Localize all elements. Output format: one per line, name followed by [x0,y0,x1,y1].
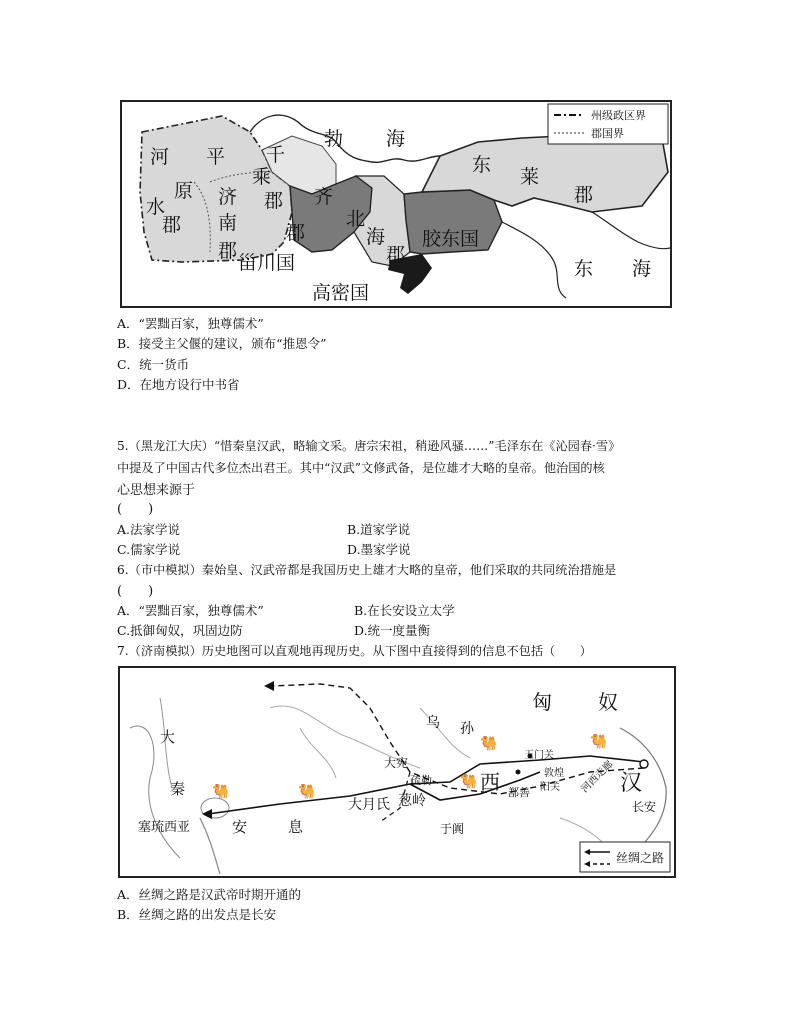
label-he: 河 [150,146,170,168]
q6-option-b: B.在长安设立太学 [354,603,455,618]
label-jun-b: 郡 [218,240,238,262]
label-jun-d: 郡 [286,222,306,244]
label-dawan: 大宛 [384,756,409,770]
q4-option-b: B．接受主父偃的建议，颁布“推恩令” [117,336,327,351]
label-ji: 济 [218,186,238,208]
silk-road-legend: 丝绸之路 [616,851,665,865]
q6-option-c: C.抵御匈奴，巩固边防 [117,623,243,638]
label-hai-b: 海 [366,226,386,248]
label-yang: 阳关 [540,782,560,793]
q5-option-d: D.墨家学说 [347,542,411,557]
label-donghai-2: 海 [632,258,652,280]
q5-line-1: 5.（黑龙江大庆）“惜秦皇汉武，略输文采。唐宗宋祖，稍逊风骚……”毛泽东在《沁园春·雪》 [117,439,621,453]
label-cheng: 乘 [252,166,272,188]
label-hexi: 河西走廊 [579,758,616,795]
label-da: 大 [160,728,176,746]
q7-option-b: B．丝绸之路的出发点是长安 [117,907,277,922]
label-zichuan: 甾川国 [238,252,296,274]
label-xi-region: 西 [480,770,500,794]
q5-option-c: C.儒家学说 [117,542,181,557]
label-congling: 葱岭 [398,793,426,809]
label-qin: 秦 [170,780,186,798]
label-yutian: 于阗 [440,822,465,836]
commandery-map [120,100,672,308]
label-dong: 东 [472,154,492,176]
label-bei: 北 [346,208,366,230]
label-dayuanshi: 大月氏 [348,797,390,813]
q7-option-a: A．丝绸之路是汉武帝时期开通的 [117,887,302,902]
label-gaomi: 高密国 [312,282,370,304]
q6-paren: ( ) [117,584,154,599]
label-sun: 孙 [460,721,474,737]
label-jiaodong: 胶东国 [422,228,480,250]
label-jun-f: 郡 [574,184,594,206]
svg-text:🐫: 🐫 [212,784,230,800]
svg-text:🐫: 🐫 [590,734,608,750]
q5-line-2: 中提及了中国古代多位杰出君王。其中“汉武”文修武备，是位雄才大略的皇帝。他治国的核 [117,461,605,475]
legend-state-boundary: 州级政区界 [591,109,646,122]
label-nan: 南 [218,212,238,234]
label-xiongnu-1: 匈 [532,690,552,714]
q6-line-1: 6.（市中模拟）秦始皇、汉武帝都是我国历史上雄才大略的皇帝，他们采取的共同统治措施是 [117,563,617,577]
svg-text:🐫: 🐫 [460,774,478,790]
q4-option-a: A．“罢黜百家，独尊儒术” [117,316,264,331]
q4-option-d: D．在地方设行中书省 [117,377,240,392]
q5-option-a: A.法家学说 [117,522,181,537]
label-dunhuang: 敦煌 [544,768,564,779]
label-lai: 莱 [520,166,540,188]
label-jun-a: 郡 [162,214,182,236]
label-han: 汉 [620,771,643,796]
label-hai-a: 海 [386,128,406,150]
label-shanshan: 鄯善 [508,786,530,799]
silk-road-map [118,666,676,878]
label-ping: 平 [206,146,226,168]
label-jun-e: 郡 [386,244,406,266]
q6-option-a: A．“罢黜百家，独尊儒术” [117,603,264,618]
q5-line-3: 心思想来源于 [117,483,196,498]
label-shui: 水 [146,196,166,218]
label-shule: 疏勒 [410,774,432,787]
label-yumen: 玉门关 [524,750,554,761]
label-xi: 息 [288,818,304,836]
label-yuan: 原 [174,180,194,202]
label-an: 安 [232,818,248,836]
label-changan: 长安 [632,800,657,814]
q7-line-1: 7.（济南模拟）历史地图可以直观地再现历史。从下图中直接得到的信息不包括（ ） [117,644,592,658]
q6-option-d: D.统一度量衡 [354,623,431,638]
q4-option-c: C．统一货币 [117,357,190,372]
label-bo: 勃 [324,128,344,150]
label-xiongnu-2: 奴 [598,690,618,714]
label-qian: 千 [266,144,286,166]
q5-paren: ( ) [117,502,154,517]
label-qi: 齐 [314,186,334,208]
label-jun-c: 郡 [264,190,284,212]
label-donghai-1: 东 [574,258,594,280]
svg-text:🐫: 🐫 [480,736,498,752]
q5-option-b: B.道家学说 [347,522,411,537]
label-sailiu: 塞琉西亚 [138,820,191,835]
svg-text:🐫: 🐫 [298,784,316,800]
label-wu: 乌 [426,715,440,731]
legend-commandery-boundary: 郡国界 [591,127,624,140]
